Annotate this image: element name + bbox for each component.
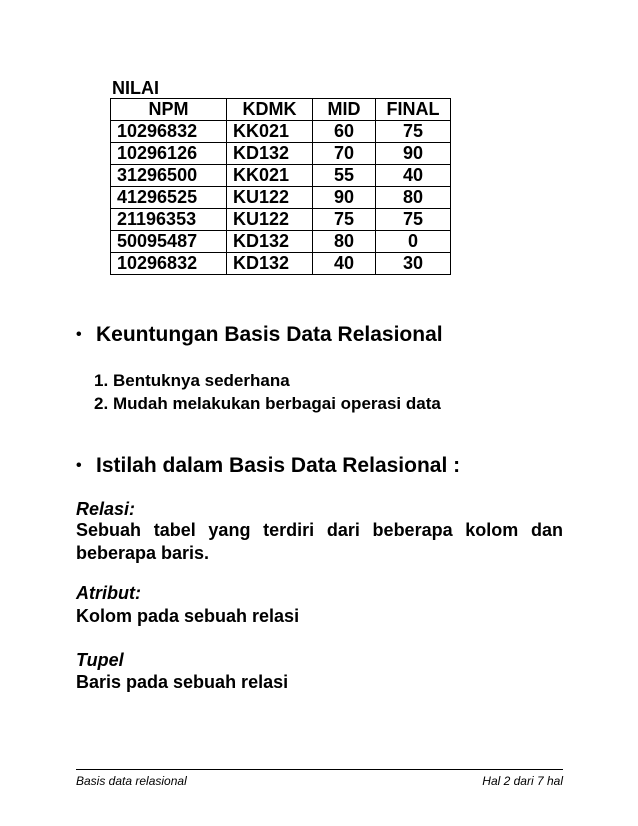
cell-kdmk: KD132 [227, 143, 313, 165]
cell-final: 0 [376, 231, 451, 253]
cell-npm: 21196353 [111, 209, 227, 231]
footer-divider [76, 769, 563, 770]
section-heading-text: Istilah dalam Basis Data Relasional : [96, 454, 461, 477]
cell-mid: 70 [313, 143, 376, 165]
cell-final: 40 [376, 165, 451, 187]
cell-mid: 60 [313, 121, 376, 143]
cell-mid: 40 [313, 253, 376, 275]
list-number: 1. [94, 371, 109, 390]
cell-final: 75 [376, 209, 451, 231]
advantages-list [94, 369, 441, 415]
cell-final: 90 [376, 143, 451, 165]
cell-kdmk: KU122 [227, 187, 313, 209]
cell-mid: 90 [313, 187, 376, 209]
column-header-kdmk: KDMK [227, 99, 313, 121]
footer-page-number: Hal 2 dari 7 hal [482, 774, 563, 788]
list-item [94, 392, 441, 415]
nilai-table [110, 98, 451, 275]
cell-npm: 41296525 [111, 187, 227, 209]
table-row [111, 121, 451, 143]
cell-kdmk: KK021 [227, 121, 313, 143]
cell-kdmk: KU122 [227, 209, 313, 231]
bullet-icon: • [76, 326, 82, 343]
section-heading-keuntungan [76, 322, 443, 348]
bullet-icon: • [76, 457, 82, 474]
list-item-text: Mudah melakukan berbagai operasi data [113, 394, 441, 413]
cell-mid: 75 [313, 209, 376, 231]
table-header-row [111, 99, 451, 121]
cell-npm: 31296500 [111, 165, 227, 187]
column-header-npm: NPM [111, 99, 227, 121]
cell-final: 75 [376, 121, 451, 143]
section-heading-istilah [76, 453, 460, 479]
column-header-final: FINAL [376, 99, 451, 121]
column-header-mid: MID [313, 99, 376, 121]
table-title: NILAI [112, 78, 159, 98]
table-row [111, 209, 451, 231]
footer-doc-title: Basis data relasional [76, 774, 187, 788]
section-heading-text: Keuntungan Basis Data Relasional [96, 323, 443, 346]
list-number: 2. [94, 394, 109, 413]
cell-kdmk: KK021 [227, 165, 313, 187]
cell-mid: 80 [313, 231, 376, 253]
term-desc-atribut: Kolom pada sebuah relasi [76, 606, 300, 626]
table-row [111, 187, 451, 209]
cell-npm: 10296832 [111, 253, 227, 275]
table-row [111, 253, 451, 275]
table-row [111, 143, 451, 165]
cell-mid: 55 [313, 165, 376, 187]
term-title-atribut: Atribut: [76, 583, 141, 603]
cell-kdmk: KD132 [227, 231, 313, 253]
table-row [111, 165, 451, 187]
cell-npm: 50095487 [111, 231, 227, 253]
cell-kdmk: KD132 [227, 253, 313, 275]
cell-npm: 10296832 [111, 121, 227, 143]
cell-final: 30 [376, 253, 451, 275]
term-desc-tupel: Baris pada sebuah relasi [76, 672, 289, 692]
term-title-tupel: Tupel [76, 650, 124, 670]
term-desc-relasi: Sebuah tabel yang terdiri dari beberapa kolom dan beberapa baris. [76, 520, 563, 563]
table-row [111, 231, 451, 253]
list-item [94, 369, 441, 392]
cell-npm: 10296126 [111, 143, 227, 165]
list-item-text: Bentuknya sederhana [113, 371, 290, 390]
cell-final: 80 [376, 187, 451, 209]
term-title-relasi: Relasi: [76, 499, 136, 519]
